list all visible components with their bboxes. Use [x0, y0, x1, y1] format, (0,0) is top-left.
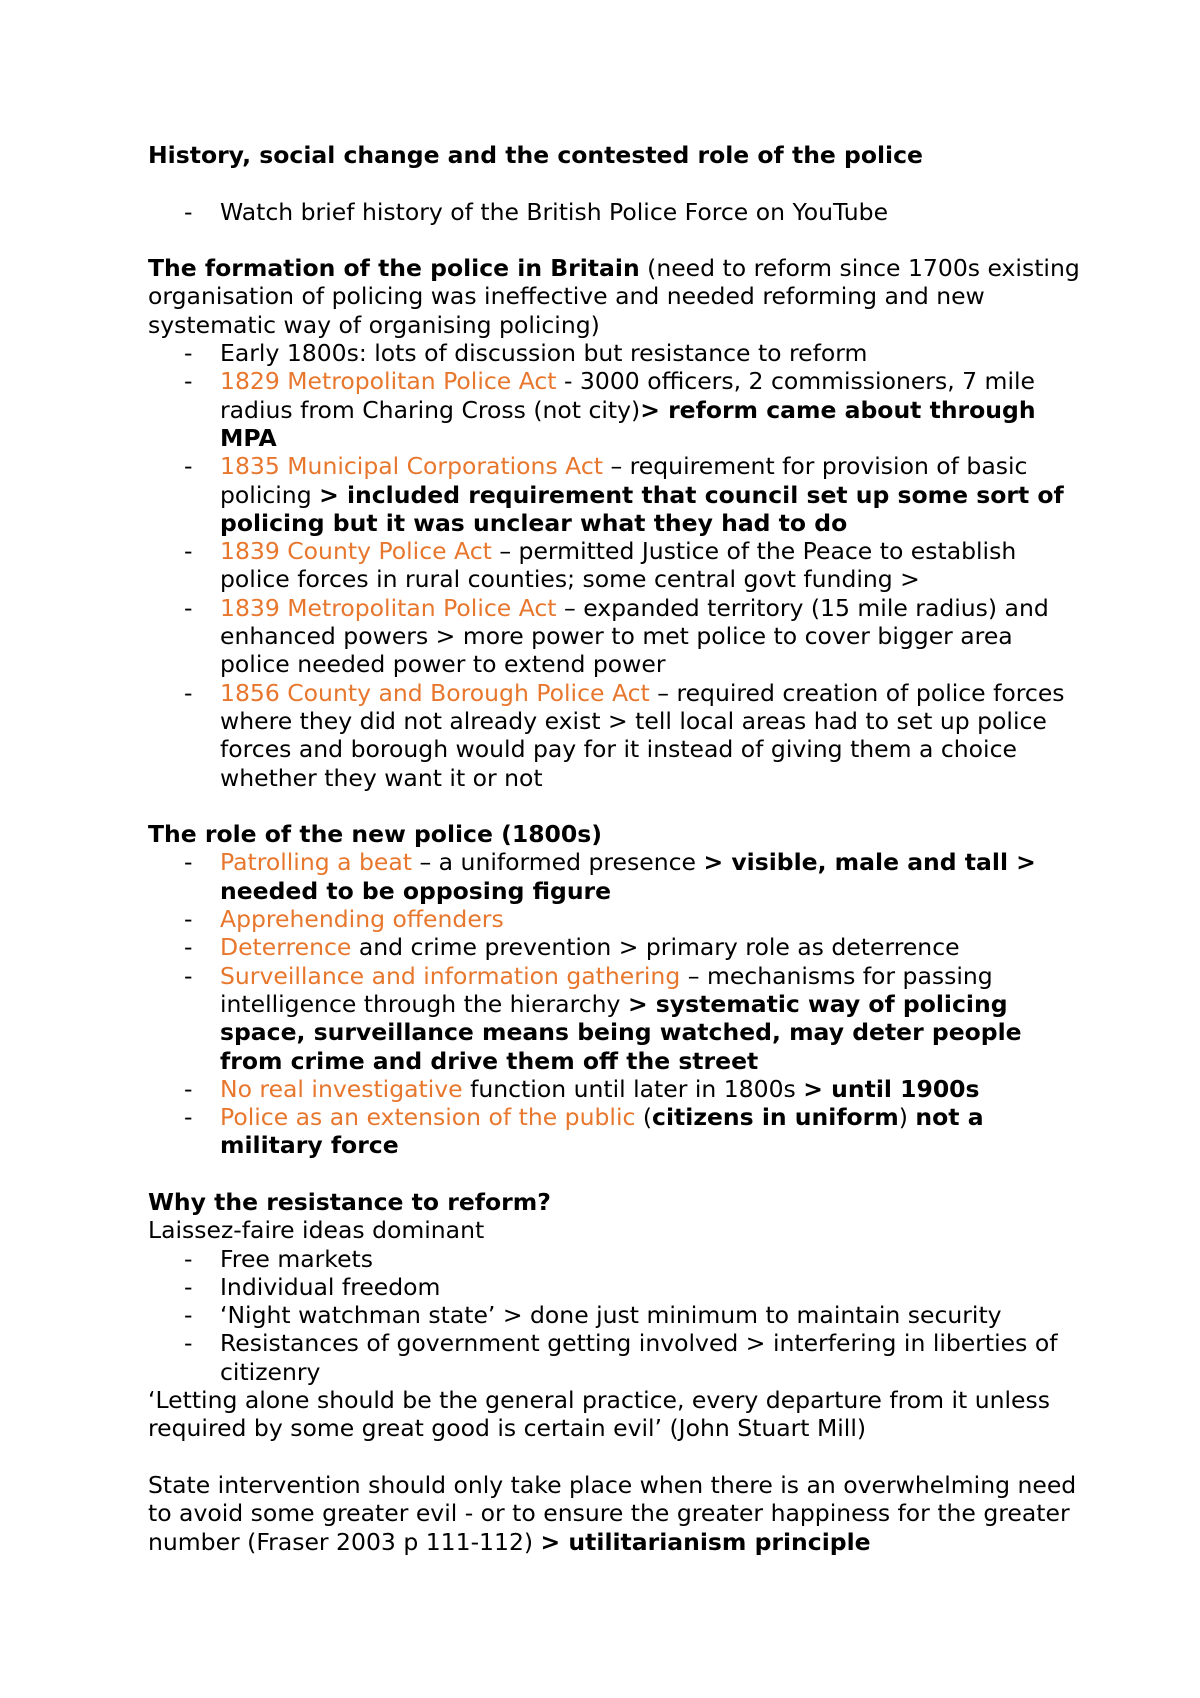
list-item: [148, 905, 1088, 933]
list-item: [148, 452, 1088, 537]
spacer: [148, 169, 1088, 197]
item-tail-bold: not a military force: [220, 1103, 984, 1160]
highlight-text: Patrolling a beat: [220, 848, 412, 877]
list-item: [148, 594, 1088, 679]
item-text: – mechanisms for passing intelligence through the hierarchy: [220, 961, 993, 1018]
paragraph-bold: > utilitarianism principle: [540, 1527, 871, 1556]
highlight-text: 1839 Metropolitan Police Act: [220, 593, 557, 622]
state-intervention-paragraph: [148, 1471, 1088, 1556]
item-text: – expanded territory (15 mile radius) and enhanced powers > more power to met police to cover bigger area police needed power to extend power: [220, 593, 1049, 679]
list-item: [148, 962, 1088, 1075]
item-bold: > until 1900s: [803, 1074, 980, 1103]
item-bold: > systematic way of policing space, surveillance means being watched, may deter people from crime and drive them off the street: [220, 989, 1022, 1075]
section-heading: The role of the new police (1800s): [148, 820, 602, 849]
highlight-text: 1835 Municipal Corporations Act: [220, 452, 603, 481]
section-heading: Why the resistance to reform?: [148, 1187, 551, 1216]
formation-list: [148, 339, 1088, 792]
spacer: [148, 1160, 1088, 1188]
item-text: Early 1800s: lots of discussion but resistance to reform: [220, 339, 868, 368]
highlight-text: Apprehending offenders: [220, 905, 504, 934]
section-subheading: Laissez-faire ideas dominant: [148, 1216, 485, 1245]
list-item: [148, 933, 1088, 961]
laissez-faire-list: [148, 1245, 1088, 1386]
role-list: [148, 848, 1088, 1159]
item-bold: citizens in uniform: [652, 1103, 899, 1132]
highlight-text: Surveillance and information gathering: [220, 961, 681, 990]
paragraph-text: State intervention should only take place when there is an overwhelming need to avoid some greater evil - or to ensure the greater happiness for the greater number (Fraser 2003 p 111-112): [148, 1470, 1077, 1556]
list-item: [148, 679, 1088, 792]
item-text: – required creation of police forces where they did not already exist > tell local areas had to set up police forces and borough would pay for it instead of giving them a choice whether they want it or not: [220, 678, 1065, 792]
highlight-text: 1829 Metropolitan Police Act: [220, 367, 557, 396]
highlight-text: 1839 County Police Act: [220, 537, 492, 566]
list-item: [148, 1103, 1088, 1160]
item-text: – a uniformed presence: [411, 848, 704, 877]
list-item: [148, 848, 1088, 905]
section-heading-note: (need to reform since 1700s existing organisation of policing was ineffective and needed reforming and new systematic way of organising policing): [148, 254, 1080, 339]
item-text: – requirement for provision of basic policing: [220, 452, 1028, 509]
item-bold: > included requirement that council set up some sort of policing but it was unclear what they had to do: [220, 480, 1064, 537]
list-item: [148, 339, 1088, 367]
intro-list: [148, 198, 1088, 226]
document-page: [148, 141, 1088, 1556]
list-item: - Free markets: [148, 1245, 1088, 1273]
item-text: and crime prevention > primary role as deterrence: [351, 933, 960, 962]
item-text: – permitted Justice of the Peace to establish police forces in rural counties; some central govt funding >: [220, 537, 1017, 594]
highlight-text: Deterrence: [220, 933, 352, 962]
document-title: History, social change and the contested role of the police: [148, 141, 923, 169]
item-text: (: [635, 1103, 653, 1132]
item-bold: > reform came about through MPA: [220, 395, 1036, 452]
list-item: - Watch brief history of the British Police Force on YouTube: [148, 198, 1088, 226]
item-tail: ): [898, 1103, 916, 1132]
section-formation-intro: [148, 254, 1088, 339]
item-text: function until later in 1800s: [462, 1074, 804, 1103]
highlight-text: No real investigative: [220, 1074, 463, 1103]
list-item: - ‘Night watchman state’ > done just minimum to maintain security: [148, 1301, 1088, 1329]
highlight-text: 1856 County and Borough Police Act: [220, 678, 650, 707]
spacer: [148, 1443, 1088, 1471]
spacer: [148, 792, 1088, 820]
item-text: - 3000 officers, 2 commissioners, 7 mile radius from Charing Cross (not city): [220, 367, 1035, 424]
list-item: [148, 537, 1088, 594]
item-bold: > visible, male and tall > needed to be opposing figure: [220, 848, 1036, 905]
list-item: - Individual freedom: [148, 1273, 1088, 1301]
list-item: - Resistances of government getting involved > interfering in liberties of citizenry: [148, 1329, 1088, 1386]
section-heading: The formation of the police in Britain: [148, 254, 640, 283]
mill-quote: ‘Letting alone should be the general practice, every departure from it unless required by some great good is certain evil’ (John Stuart Mill): [148, 1386, 1050, 1443]
list-item: [148, 1075, 1088, 1103]
list-item: [148, 367, 1088, 452]
spacer: [148, 226, 1088, 254]
highlight-text: Police as an extension of the public: [220, 1103, 636, 1132]
